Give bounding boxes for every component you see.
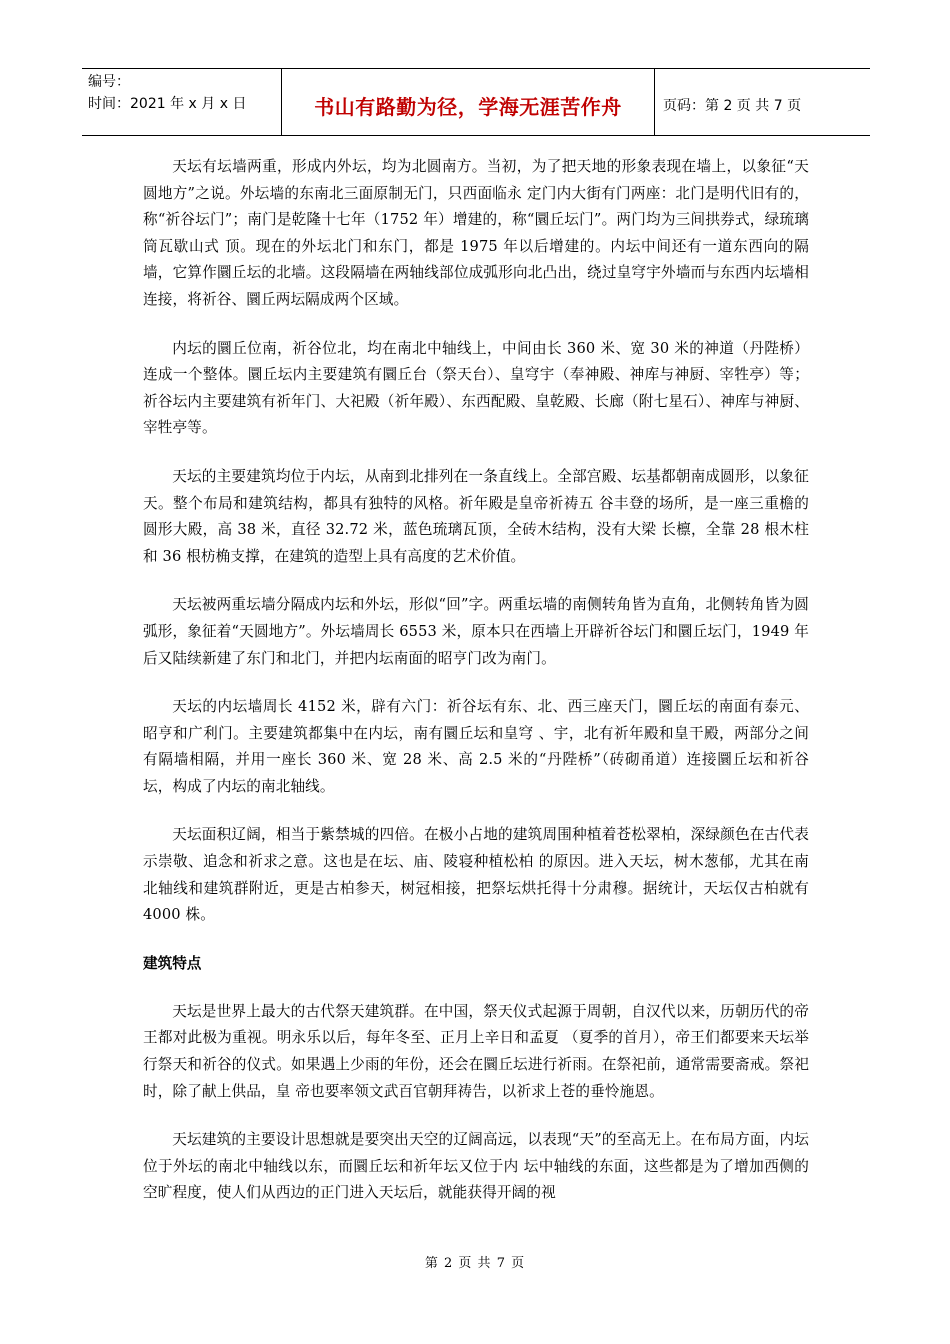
paragraph: 天坛被两重坛墙分隔成内坛和外坛，形似“回”字。两重坛墙的南侧转角皆为直角，北侧转角皆为圆弧形，象征着“天圆地方”。外坛墙周长 6553 米，原本只在西墙上开辟祈谷坛门和圜丘坛门，1949 年后又陆续新建了东门和北门，并把内坛南面的昭亨门改为南门。	[143, 596, 809, 667]
paragraph: 内坛的圜丘位南，祈谷位北，均在南北中轴线上，中间由长 360 米、宽 30 米的神道（丹陛桥）连成一个整体。圜丘坛内主要建筑有圜丘台（祭天台）、皇穹宇（奉神殿、神库与神厨、宰牲亭）等；祈谷坛内主要建筑有祈年门、大祀殿（祈年殿）、东西配殿、皇乾殿、长廊（附七星石）、神库与神厨、宰牲亭等。	[143, 339, 809, 437]
paragraph: 天坛的内坛墙周长 4152 米，辟有六门：祈谷坛有东、北、西三座天门，圜丘坛的南面有泰元、昭亨和广利门。主要建筑都集中在内坛，南有圜丘坛和皇穹 、宇，北有祈年殿和皇干殿，两部分之间有隔墙相隔，并用一座长 360 米、宽 28 米、高 2.5 米的“丹陛桥”（砖砌甬道）连接圜丘坛和祈谷坛，构成了内坛的南北轴线。	[143, 698, 809, 795]
paragraph: 天坛面积辽阔，相当于紫禁城的四倍。在极小占地的建筑周围种植着苍松翠柏，深绿颜色在古代表示崇敬、追念和祈求之意。这也是在坛、庙、陵寝种植松柏 的原因。进入天坛，树木葱郁，尤其在南北轴线和建筑群附近，更是古柏参天，树冠相接，把祭坛烘托得十分肃穆。据统计，天坛仅古柏就有 4000 株。	[143, 826, 809, 924]
motto-text: 书山有路勤为径，学海无涯苦作舟	[314, 94, 622, 119]
page-footer: 第 2 页 共 7 页	[424, 1256, 526, 1271]
paragraph: 天坛的主要建筑均位于内坛，从南到北排列在一条直线上。全部宫殿、坛基都朝南成圆形，以象征天。整个布局和建筑结构，都具有独特的风格。祈年殿是皇帝祈祷五 谷丰登的场所，是一座三重檐的圆形大殿，高 38 米，直径 32.72 米，蓝色琉璃瓦顶，全砖木结构，没有大梁 长檩，全靠 28 根木柱和 36 根枋桷支撑，在建筑的造型上具有高度的艺术价值。	[143, 467, 809, 565]
serial-label: 编号：	[88, 74, 130, 90]
paragraph: 天坛建筑的主要设计思想就是要突出天空的辽阔高远，以表现“天”的至高无上。在布局方面，内坛位于外坛的南北中轴线以东，而圜丘坛和祈年坛又位于内 坛中轴线的东面，这些都是为了增加西侧的空旷程度，使人们从西边的正门进入天坛后，就能获得开阔的视	[143, 1131, 809, 1202]
section-heading: 建筑特点	[143, 954, 202, 972]
header-motto-cell	[282, 69, 655, 135]
document-body	[143, 154, 809, 1229]
header-page-cell	[655, 69, 870, 135]
paragraph: 天坛有坛墙两重，形成内外坛，均为北圆南方。当初，为了把天地的形象表现在墙上，以象征“天圆地方”之说。外坛墙的东南北三面原制无门，只西面临永 定门内大街有门两座：北门是明代旧有的，称“祈谷坛门”；南门是乾隆十七年（1752 年）增建的，称“圜丘坛门”。两门均为三间拱券式，绿琉璃筒瓦歇山式 顶。现在的外坛北门和东门，都是 1975 年以后增建的。内坛中间还有一道东西向的隔墙，它算作圜丘坛的北墙。这段隔墙在两轴线部位成弧形向北凸出，绕过皇穹宇外墙而与东西内坛墙相连接，将祈谷、圜丘两坛隔成两个区域。	[143, 158, 809, 308]
page-label: 页码：第 2 页 共 7 页	[663, 98, 802, 114]
paragraph: 天坛是世界上最大的古代祭天建筑群。在中国，祭天仪式起源于周朝，自汉代以来，历朝历代的帝王都对此极为重视。明永乐以后，每年冬至、正月上辛日和孟夏 （夏季的首月），帝王们都要来天坛举行祭天和祈谷的仪式。如果遇上少雨的年份，还会在圜丘坛进行祈雨。在祭祀前，通常需要斋戒。祭祀时，除了献上供品，皇 帝也要率领文武百官朝拜祷告，以祈求上苍的垂怜施恩。	[143, 1002, 809, 1100]
date-label: 时间：2021 年 x 月 x 日	[88, 96, 247, 112]
header-meta	[82, 69, 282, 135]
page-header	[82, 68, 870, 136]
